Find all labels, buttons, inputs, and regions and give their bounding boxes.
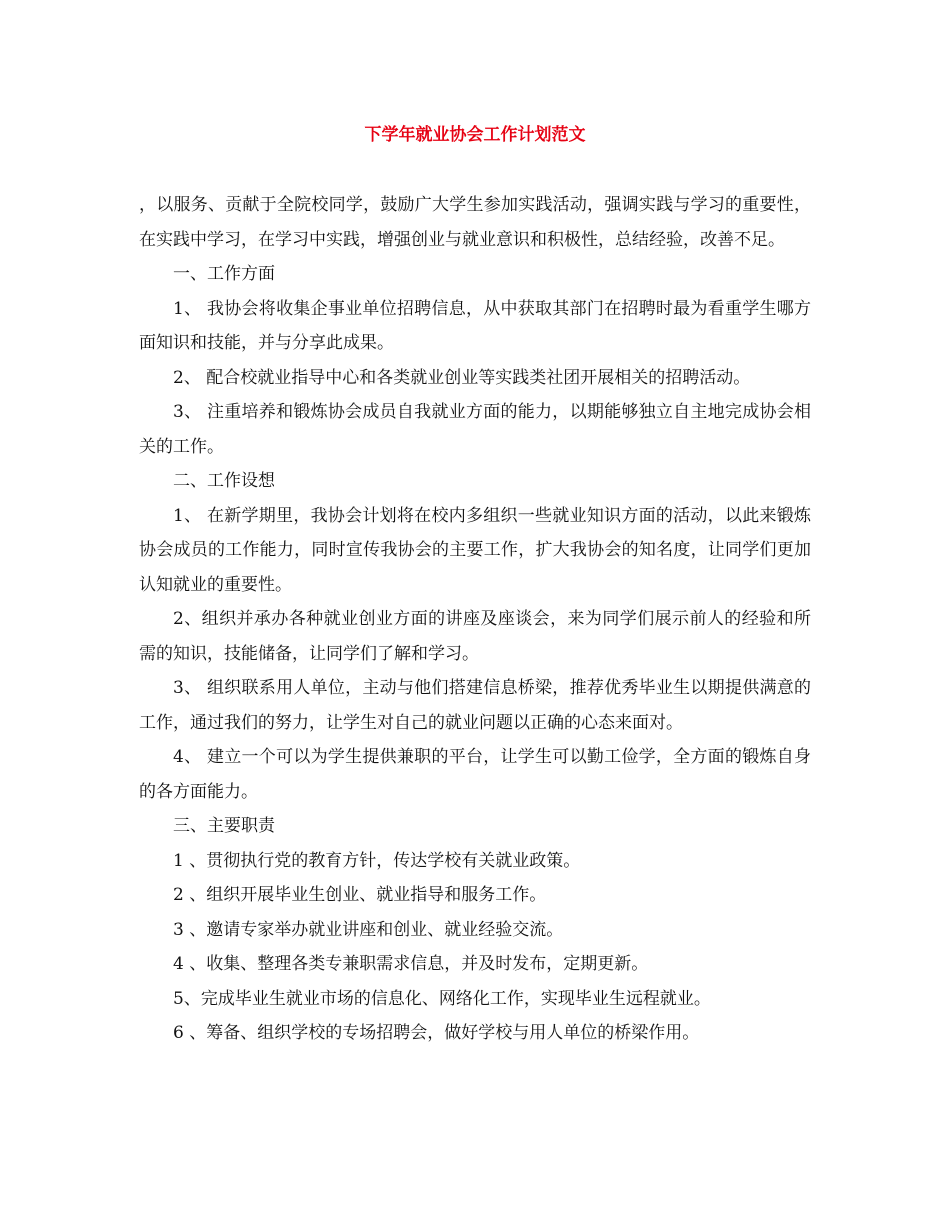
paragraph-duty-6: 6 、筹备、组织学校的专场招聘会，做好学校与用人单位的桥梁作用。: [173, 1023, 700, 1043]
paragraph-duty-3: 3 、邀请专家举办就业讲座和创业、就业经验交流。: [173, 919, 564, 940]
paragraph-work-2: 2、 配合校就业指导中心和各类就业创业等实践类社团开展相关的招聘活动。: [173, 367, 751, 388]
paragraph-intro: ，以服务、贡献于全院校同学，鼓励广大学生参加实践活动，强调实践与学习的重要性，在实践中学习，在学习中实践，增强创业与就业意识和积极性，总结经验，改善不足。: [139, 195, 811, 250]
paragraph-idea-3: 3、 组织联系用人单位，主动与他们搭建信息桥梁，推荐优秀毕业生以期提供满意的工作，通过我们的努力，让学生对自己的就业问题以正确的心态来面对。: [139, 678, 811, 733]
paragraph-idea-1: 1、 在新学期里，我协会计划将在校内多组织一些就业知识方面的活动，以此来锻炼协会成员的工作能力，同时宣传我协会的主要工作，扩大我协会的知名度，让同学们更加认知就业的重要性。: [139, 505, 811, 595]
section-heading-main-duties: 三、主要职责: [173, 816, 275, 836]
paragraph-idea-4: 4、 建立一个可以为学生提供兼职的平台，让学生可以勤工俭学，全方面的锻炼自身的各方面能力。: [139, 747, 811, 802]
section-heading-work-aspects: 一、工作方面: [173, 264, 275, 284]
paragraph-duty-4: 4 、收集、整理各类专兼职需求信息，并及时发布，定期更新。: [173, 954, 649, 974]
section-heading-work-ideas: 二、工作设想: [173, 471, 275, 491]
paragraph-idea-2: 2、组织并承办各种就业创业方面的讲座及座谈会，来为同学们展示前人的经验和所需的知识，技能储备，让同学们了解和学习。: [139, 609, 811, 664]
paragraph-work-3: 3、 注重培养和锻炼协会成员自我就业方面的能力，以期能够独立自主地完成协会相关的工作。: [139, 402, 811, 457]
paragraph-duty-5: 5、完成毕业生就业市场的信息化、网络化工作，实现毕业生远程就业。: [173, 988, 711, 1009]
paragraph-duty-1: 1 、贯彻执行党的教育方针，传达学校有关就业政策。: [173, 850, 581, 871]
document-body: [139, 188, 811, 1051]
paragraph-work-1: 1、 我协会将收集企事业单位招聘信息，从中获取其部门在招聘时最为看重学生哪方面知识和技能，并与分享此成果。: [139, 298, 811, 353]
document-title: 下学年就业协会工作计划范文: [364, 125, 586, 145]
paragraph-duty-2: 2 、组织开展毕业生创业、就业指导和服务工作。: [173, 885, 547, 905]
